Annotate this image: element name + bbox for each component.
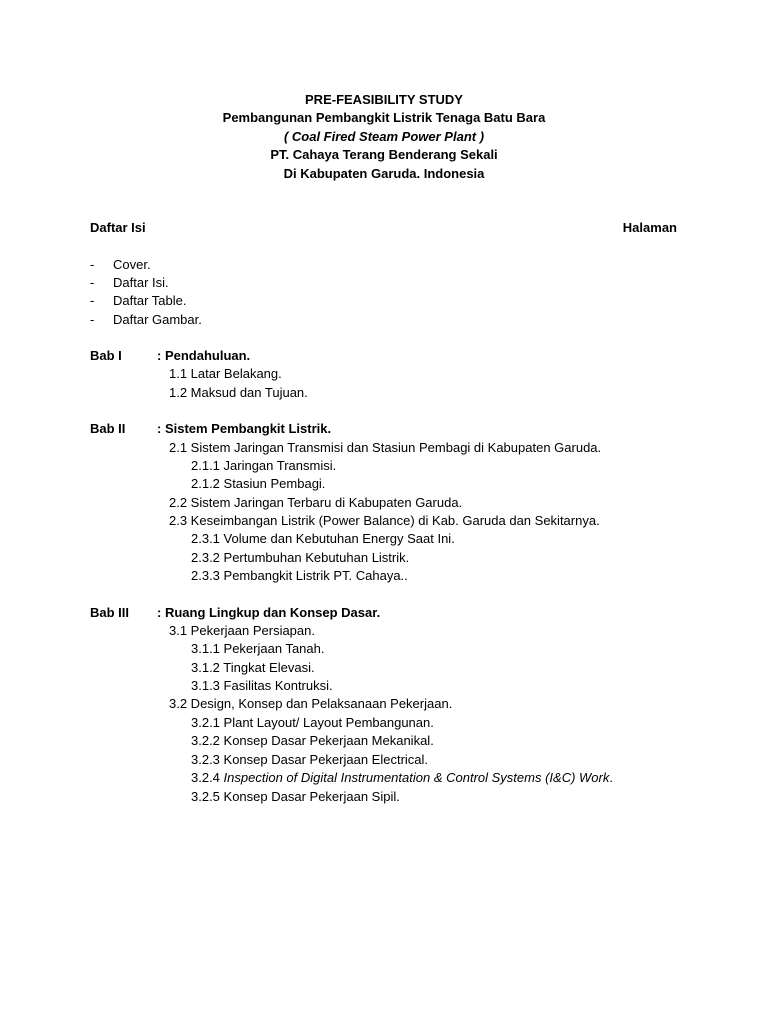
- list-dash: -: [90, 275, 95, 290]
- project-subtitle: ( Coal Fired Steam Power Plant ): [283, 128, 485, 144]
- subsection-item: 3.2.2 Konsep Dasar Pekerjaan Mekanikal.: [191, 733, 434, 748]
- list-dash: -: [90, 257, 95, 272]
- list-dash: -: [90, 293, 95, 308]
- subsection-item: 2.3.3 Pembangkit Listrik PT. Cahaya..: [191, 568, 408, 583]
- study-title: PRE-FEASIBILITY STUDY: [305, 92, 463, 107]
- subsection-item: 2.3.2 Pertumbuhan Kebutuhan Listrik.: [191, 550, 410, 565]
- subsection-item: 3.1.3 Fasilitas Kontruksi.: [191, 678, 333, 693]
- project-title: Pembangunan Pembangkit Listrik Tenaga Batu Bara: [222, 110, 546, 126]
- page-column-heading: Halaman: [622, 220, 677, 235]
- subsection-item: 3.2.3 Konsep Dasar Pekerjaan Electrical.: [191, 752, 429, 767]
- chapter-label: Bab III: [90, 605, 130, 620]
- section-item: 2.3 Keseimbangan Listrik (Power Balance) di Kab. Garuda dan Sekitarnya.: [169, 513, 600, 528]
- subsection-number: 3.2.4: [191, 770, 220, 785]
- subsection-item: 3.2.1 Plant Layout/ Layout Pembangunan.: [191, 715, 434, 730]
- document-header: [0, 91, 768, 183]
- section-item: 1.2 Maksud dan Tujuan.: [169, 385, 308, 400]
- subsection-item: 3.1.1 Pekerjaan Tanah.: [191, 641, 325, 656]
- list-item-label: Cover.: [113, 257, 151, 272]
- project-location: Di Kabupaten Garuda. Indonesia: [283, 165, 485, 181]
- chapter-title: : Sistem Pembangkit Listrik.: [157, 421, 332, 436]
- chapter-title: : Pendahuluan.: [157, 348, 251, 363]
- section-item: 2.2 Sistem Jaringan Terbaru di Kabupaten Garuda.: [169, 495, 463, 510]
- list-item-label: Daftar Gambar.: [113, 312, 202, 327]
- chapter-label: Bab I: [90, 348, 122, 363]
- subsection-item: 3.2.5 Konsep Dasar Pekerjaan Sipil.: [191, 789, 400, 804]
- section-item: 3.1 Pekerjaan Persiapan.: [169, 623, 315, 638]
- section-item: 3.2 Design, Konsep dan Pelaksanaan Pekerjaan.: [169, 696, 453, 711]
- chapter-title: : Ruang Lingkup dan Konsep Dasar.: [157, 605, 381, 620]
- subsection-item: 2.3.1 Volume dan Kebutuhan Energy Saat Ini.: [191, 531, 455, 546]
- subsection-item: 3.1.2 Tingkat Elevasi.: [191, 660, 315, 675]
- list-item-label: Daftar Table.: [113, 293, 187, 308]
- list-item-label: Daftar Isi.: [113, 275, 169, 290]
- toc-heading: Daftar Isi: [90, 220, 146, 235]
- company-name: PT. Cahaya Terang Benderang Sekali: [270, 147, 498, 163]
- section-item: 2.1 Sistem Jaringan Transmisi dan Stasiun Pembagi di Kabupaten Garuda.: [169, 440, 602, 455]
- subsection-item: 2.1.1 Jaringan Transmisi.: [191, 458, 337, 473]
- section-item: 1.1 Latar Belakang.: [169, 366, 282, 381]
- list-dash: -: [90, 312, 95, 327]
- subsection-item: 2.1.2 Stasiun Pembagi.: [191, 476, 326, 491]
- subsection-italic-title: Inspection of Digital Instrumentation & Control Systems (I&C) Work: [223, 770, 610, 785]
- subsection-item: [191, 769, 613, 787]
- chapter-label: Bab II: [90, 421, 126, 436]
- subsection-period: .: [609, 770, 613, 785]
